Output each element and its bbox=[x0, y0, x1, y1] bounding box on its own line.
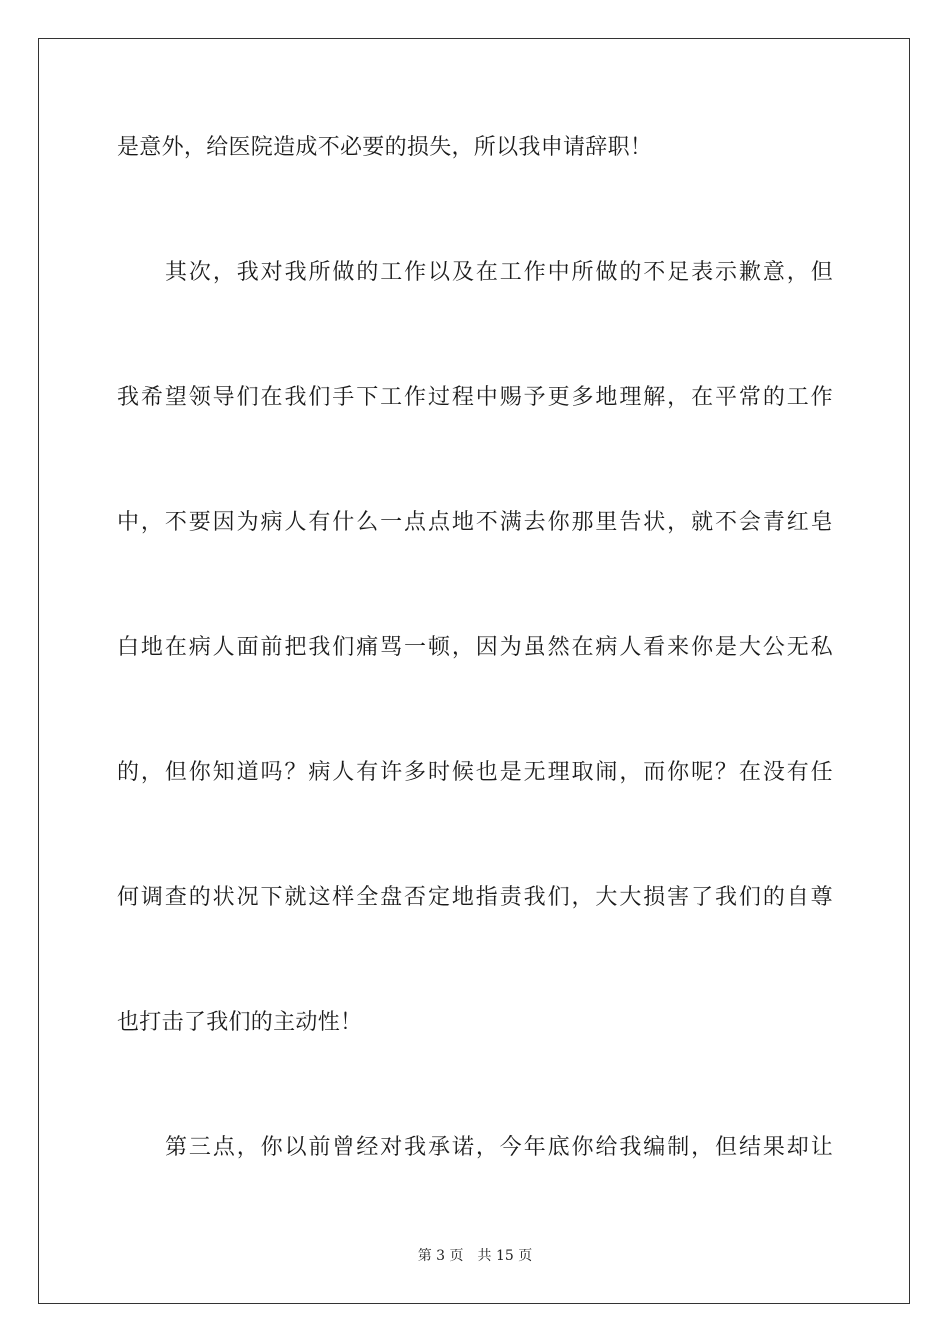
text-line: 何调查的状况下就这样全盘否定地指责我们，大大损害了我们的自尊 bbox=[117, 885, 833, 910]
text-line: 是意外，给医院造成不必要的损失，所以我申请辞职！ bbox=[117, 135, 653, 160]
page-footer bbox=[0, 1246, 950, 1266]
text-line: 其次，我对我所做的工作以及在工作中所做的不足表示歉意，但 bbox=[165, 260, 833, 285]
text-line: 中，不要因为病人有什么一点点地不满去你那里告状，就不会青红皂 bbox=[117, 510, 833, 535]
text-line: 也打击了我们的主动性！ bbox=[117, 1010, 363, 1035]
text-line: 我希望领导们在我们手下工作过程中赐予更多地理解，在平常的工作 bbox=[117, 385, 833, 410]
text-line: 第三点，你以前曾经对我承诺，今年底你给我编制，但结果却让 bbox=[165, 1135, 833, 1160]
page-number: 第 3 页 bbox=[417, 1248, 464, 1264]
text-line: 白地在病人面前把我们痛骂一顿，因为虽然在病人看来你是大公无私 bbox=[117, 635, 833, 660]
page-total: 共 15 页 bbox=[477, 1248, 533, 1264]
page-frame bbox=[38, 38, 910, 1304]
text-line: 的，但你知道吗？病人有许多时候也是无理取闹，而你呢？在没有任 bbox=[117, 760, 833, 785]
